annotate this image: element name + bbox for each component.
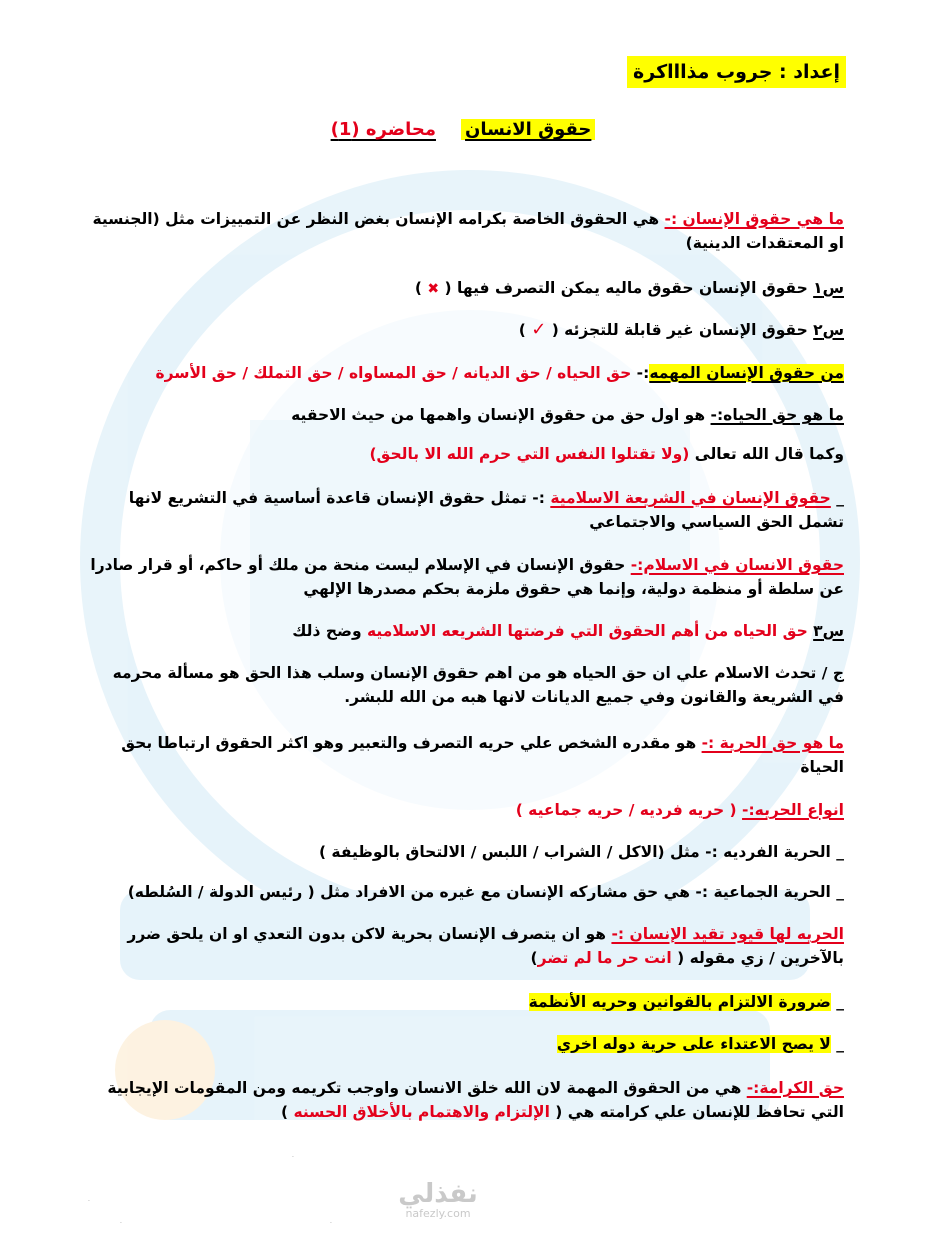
dignity-label: حق الكرامة:- [746,1079,844,1097]
islam-label: حقوق الانسان في الاسلام:- [630,556,844,574]
dignity-text: هي من الحقوق المهمة لان الله خلق الانسان واوجب تكريمه ومن المقومات الإيجابية التي تحافظ للإنسان علي كرامته هي ( [107,1079,844,1121]
freedom-label: ما هو حق الحرية :- [701,734,844,752]
right-to-life-text: هو اول حق من حقوق الإنسان واهمها من حيث الاحقيه [291,406,711,424]
question-3-end: وضح ذلك [292,622,368,640]
question-2-label: س٢ [813,321,844,339]
question-1-end: ) [414,279,428,297]
sharia-dash: _ [830,489,844,507]
definition-text: هي الحقوق الخاصة بكرامه الإنسان بغض النظر عن التمييزات مثل (الجنسية او المعتقدات الدينية) [92,210,844,252]
important-rights-label: من حقوق الإنسان المهمه [649,364,844,382]
definition-label: ما هي حقوق الإنسان :- [664,210,844,228]
sharia-text: :- تمثل حقوق الإنسان قاعدة أساسية في التشريع لانها تشمل الحق السياسي والاجتماعي [128,489,844,531]
page-dot: . [88,1196,90,1203]
title-lecture: محاضره (1) [330,119,436,140]
question-2-end: ) [518,321,532,339]
freedom-text: هو مقدره الشخص علي حريه التصرف والتعبير وهو اكثر الحقوق ارتباطا بحق الحياة [121,734,844,776]
bullet-laws-text: ضرورة الالتزام بالقوانين وحريه الأنظمة [528,993,831,1011]
check-icon: ✓ [531,319,547,340]
question-1-text: حقوق الإنسان حقوق ماليه يمكن التصرف فيها ( [439,279,814,297]
important-rights-list: حق الحياه / حق الديانه / حق المساواه / حق التملك / حق الأسرة [155,364,632,382]
page-title [0,116,926,144]
sharia-rights [82,486,844,534]
page-dot: . [292,1152,294,1159]
quran-verse [82,442,844,466]
answer-paragraph: ج / تحدث الاسلام علي ان حق الحياه هو من اهم حقوق الإنسان وسلب هذا الحق هو مسألة محرمه في الشريعة والقانون وفي جميع الديانات لانها هبه من الله للبشر. [112,664,844,706]
title-subject: حقوق الانسان [461,119,595,140]
dignity-end: ) [280,1103,294,1121]
islam-text: حقوق الإنسان في الإسلام ليست منحة من ملك أو حاكم، أو قرار صادرا عن سلطة أو منظمة دولية، وإنما هي حقوق ملزمة بحكم مصدرها الإلهي [90,556,844,598]
bullet-aggression [82,1032,844,1056]
question-2 [82,318,844,342]
bullet-laws-dash: _ [830,993,844,1011]
question-1 [82,276,844,301]
freedom-types-text: ( حريه فرديه / حريه جماعيه ) [515,801,743,819]
page-dot: . [330,1218,332,1225]
prepared-by: إعداد : جروب مذاااكرة [627,56,846,88]
individual-freedom: _ الحرية الفرديه :- مثل (الاكل / الشراب / اللبس / الالتحاق بالوظيفة ) [318,843,844,861]
freedom-limits-text: هو ان يتصرف الإنسان بحرية لاكن بدون التعدي او ان يلحق ضرر بالآخرين / زي مقوله ( [127,925,844,967]
question-3 [82,619,844,643]
cross-icon: ✖ [427,281,440,297]
sharia-label: حقوق الإنسان في الشريعة الاسلامية [550,489,831,507]
page-dot: . [120,1218,122,1225]
definition-paragraph [82,207,844,255]
freedom-types-label: انواع الحريه:- [742,801,844,819]
freedom-limits [82,922,844,970]
right-to-life-label: ما هو حق الحياه:- [710,406,844,424]
footer-logo-arabic: نفذلي [398,1179,478,1209]
dignity-right [82,1076,844,1124]
important-rights-sep: :- [631,364,650,382]
dignity-values: الإلتزام والاهتمام بالأخلاق الحسنه [293,1103,550,1121]
islam-rights [82,553,844,601]
bullet-aggression-dash: _ [830,1035,844,1053]
important-rights [82,361,844,385]
collective-freedom: _ الحرية الجماعية :- هي حق مشاركه الإنسان مع غيره من الافراد مثل ( رئيس الدولة / السُلطه) [127,883,844,901]
question-3-text: حق الحياه من أهم الحقوق التي فرضتها الشريعه الاسلاميه [367,622,814,640]
bullet-laws [82,990,844,1014]
right-to-life [82,403,844,427]
quran-intro: وكما قال الله تعالى [689,445,844,463]
bullet-aggression-text: لا يصح الاعتداء على حرية دوله اخري [556,1035,831,1053]
freedom-limits-quote: انت حر ما لم تضر [537,949,672,967]
question-1-label: س١ [813,279,844,297]
freedom-limits-end: ) [530,949,538,967]
freedom-limits-label: الحريه لها قيود تقيد الإنسان :- [611,925,844,943]
freedom-types [82,798,844,822]
question-2-text: حقوق الإنسان غير قابلة للتجزئه ( [546,321,814,339]
question-3-label: س٣ [813,622,844,640]
footer-logo-url: nafezly.com [405,1207,471,1220]
quran-text: (ولا تقتلوا النفس التي حرم الله الا بالحق) [369,445,690,463]
footer-logo [388,1180,488,1220]
freedom-definition [82,731,844,779]
